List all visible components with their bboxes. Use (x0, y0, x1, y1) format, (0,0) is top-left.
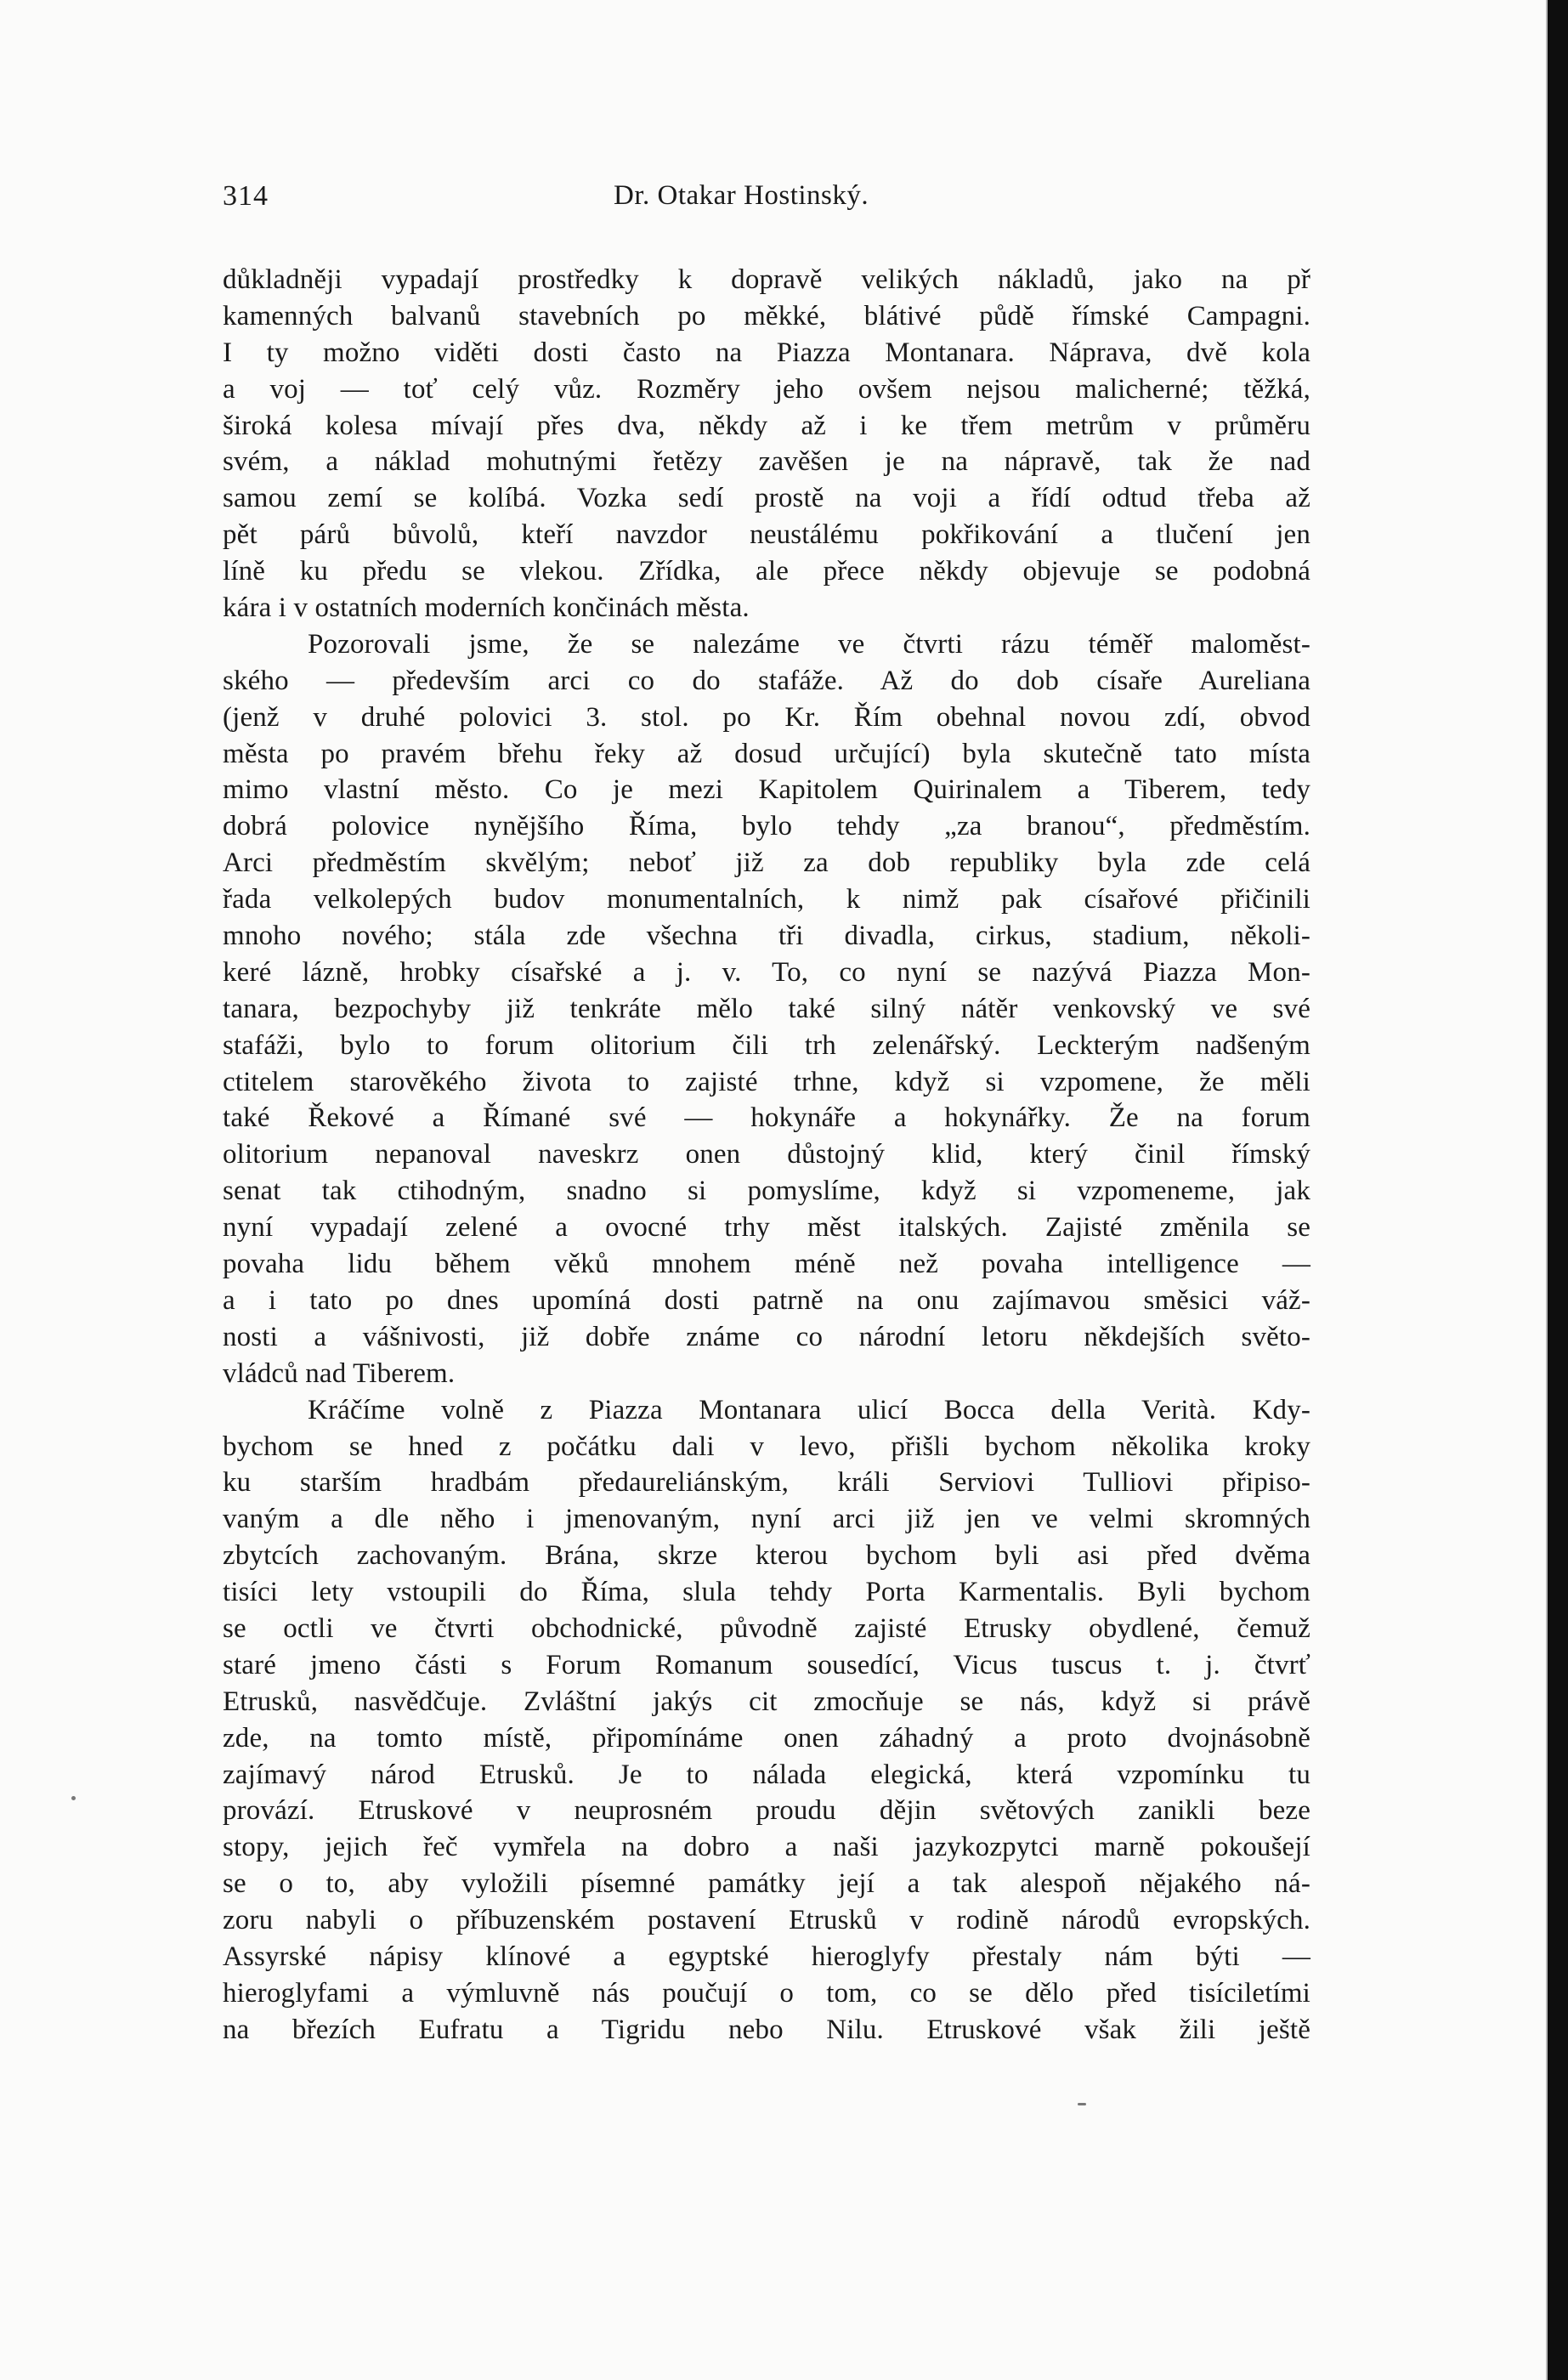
text-line: ku starším hradbám předaureliánským, králi Serviovi Tulliovi připiso- (223, 1467, 1310, 1499)
text-line: města po pravém břehu řeky až dosud určující) byla skutečně tato místa (223, 738, 1310, 769)
text-line: pět párů bůvolů, kteří navzdor neustálému pokřikování a tlučení jen (223, 519, 1310, 551)
text-line: svém, a náklad mohutnými řetězy zavěšen je na nápravě, tak že nad (223, 446, 1310, 478)
text-line: Pozorovali jsme, že se nalezáme ve čtvrti rázu téměř maloměst- (308, 628, 1310, 660)
text-line: řada velkolepých budov monumentalních, k nimž pak císařové přičinili (223, 884, 1310, 915)
body-text (223, 262, 1310, 2048)
text-line: hieroglyfami a výmluvně nás poučují o tom, co se dělo před tisíciletími (223, 1977, 1310, 2009)
text-line: keré lázně, hrobky císařské a j. v. To, co nyní se nazývá Piazza Mon- (223, 956, 1310, 988)
text-line: důkladněji vypadají prostředky k dopravě velikých nákladů, jako na př (223, 264, 1310, 295)
text-line: stopy, jejich řeč vymřela na dobro a naši jazykozpytci marně pokoušejí (223, 1832, 1310, 1863)
text-line: mnoho nového; stála zde všechna tři divadla, cirkus, stadium, několi- (223, 921, 1310, 952)
text-line: zbytcích zachovaným. Brána, skrze kterou bychom byli asi před dvěma (223, 1540, 1310, 1572)
text-line: nyní vypadají zelené a ovocné trhy měst italských. Zajisté změnila se (223, 1212, 1310, 1244)
text-line: I ty možno viděti dosti často na Piazza Montanara. Náprava, dvě kola (223, 337, 1310, 368)
running-head: Dr. Otakar Hostinský. (614, 180, 869, 211)
text-line: vládců nad Tiberem. (223, 1357, 456, 1389)
scan-border (1548, 0, 1568, 2380)
text-line: kamenných balvanů stavebních po měkké, blátivé půdě římské Campagni. (223, 300, 1310, 332)
text-line: povaha lidu během věků mnohem méně než povaha intelligence — (223, 1249, 1310, 1280)
text-line: bychom se hned z počátku dali v levo, přišli bychom několika kroky (223, 1431, 1310, 1462)
text-line: samou zemí se kolíbá. Vozka sedí prostě na voji a řídí odtud třeba až (223, 483, 1310, 514)
text-line: zajímavý národ Etrusků. Je to nálada elegická, která vzpomínku tu (223, 1759, 1310, 1790)
text-line: provází. Etruskové v neuprosném proudu dějin světových zanikli beze (223, 1795, 1310, 1827)
text-line: olitorium nepanoval naveskrz onen důstojný klid, který činil římský (223, 1139, 1310, 1170)
text-line: ctitelem starověkého života to zajisté trhne, když si vzpomene, že měli (223, 1066, 1310, 1097)
text-line: zoru nabyli o příbuzenském postavení Etrusků v rodině národů evropských. (223, 1905, 1310, 1936)
text-line: Arci předměstím skvělým; neboť již za dob republiky byla zde celá (223, 847, 1310, 879)
text-line: líně ku předu se vlekou. Zřídka, ale přece někdy objevuje se podobná (223, 556, 1310, 587)
text-line: stafáži, bylo to forum olitorium čili trh zelenářský. Leckterým nadšeným (223, 1029, 1310, 1061)
scan-speck (71, 1796, 76, 1800)
text-line: kára i v ostatních moderních končinách města. (223, 592, 750, 624)
scan-speck (1078, 2103, 1086, 2105)
text-line: Etrusků, nasvědčuje. Zvláštní jakýs cit zmocňuje se nás, když si právě (223, 1686, 1310, 1717)
text-line: staré jmeno části s Forum Romanum sousedící, Vicus tuscus t. j. čtvrť (223, 1649, 1310, 1680)
text-line: se o to, aby vyložili písemné památky její a tak alespoň nějakého ná- (223, 1868, 1310, 1900)
text-line: a voj — toť celý vůz. Rozměry jeho ovšem nejsou malicherné; těžká, (223, 373, 1310, 405)
text-line: široká kolesa mívají přes dva, někdy až i ke třem metrům v průměru (223, 410, 1310, 441)
text-line: a i tato po dnes upomíná dosti patrně na onu zajímavou směsici váž- (223, 1284, 1310, 1316)
text-line: se octli ve čtvrti obchodnické, původně zajisté Etrusky obydlené, čemuž (223, 1612, 1310, 1644)
text-line: senat tak ctihodným, snadno si pomyslíme, když si vzpomeneme, jak (223, 1176, 1310, 1207)
text-line: Assyrské nápisy klínové a egyptské hieroglyfy přestaly nám býti — (223, 1941, 1310, 1972)
text-line: mimo vlastní město. Co je mezi Kapitolem Quirinalem a Tiberem, tedy (223, 774, 1310, 806)
text-line: také Řekové a Římané své — hokynáře a hokynářky. Že na forum (223, 1102, 1310, 1134)
text-line: dobrá polovice nynějšího Říma, bylo tehdy „za branou“, předměstím. (223, 811, 1310, 842)
page-header (223, 180, 1327, 223)
text-line: Kráčíme volně z Piazza Montanara ulicí Bocca della Verità. Kdy- (308, 1394, 1310, 1425)
text-line: tanara, bezpochyby již tenkráte mělo také silný nátěr venkovský ve své (223, 993, 1310, 1024)
text-line: (jenž v druhé polovici 3. stol. po Kr. Řím obehnal novou zdí, obvod (223, 701, 1310, 733)
page-number: 314 (223, 180, 269, 212)
text-line: tisíci lety vstoupili do Říma, slula tehdy Porta Karmentalis. Byli bychom (223, 1577, 1310, 1608)
text-line: zde, na tomto místě, připomínáme onen záhadný a proto dvojnásobně (223, 1722, 1310, 1754)
text-line: nosti a vášnivosti, již dobře známe co národní letoru někdejších světo- (223, 1321, 1310, 1352)
text-line: na březích Eufratu a Tigridu nebo Nilu. Etruskové však žili ještě (223, 2014, 1310, 2045)
text-line: ského — především arci co do stafáže. Až do dob císaře Aureliana (223, 665, 1310, 696)
text-line: vaným a dle něho i jmenovaným, nyní arci již jen ve velmi skromných (223, 1504, 1310, 1535)
